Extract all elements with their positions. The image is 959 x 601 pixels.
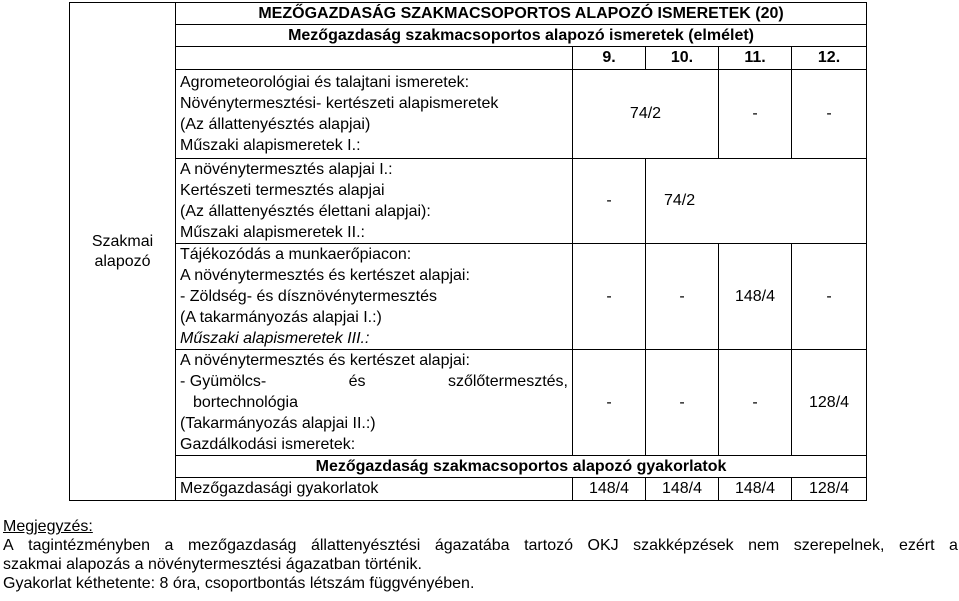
grade-header-spacer	[176, 47, 573, 70]
block3-line-5: Műszaki alapismeretek III.:	[180, 330, 370, 347]
table-title: MEZŐGAZDASÁG SZAKMACSOPORTOS ALAPOZÓ ISMERETEK (20)	[176, 3, 867, 25]
block1-line-1: Agrometeorológiai és talajtani ismeretek:	[180, 74, 470, 91]
block4-line-1: A növénytermesztés és kertészet alapjai:	[180, 352, 470, 369]
note-line-2: szakmai alapozás a növénytermesztési ágazatban történik.	[3, 556, 422, 573]
block4-value-9: -	[573, 350, 646, 456]
practice-value-12: 128/4	[792, 478, 867, 501]
curriculum-table	[69, 2, 867, 501]
block4-value-11: -	[719, 350, 792, 456]
block3-line-3: - Zöldség- és dísznövénytermesztés	[180, 288, 437, 305]
block2-line-3: (Az állattenyésztés élettani alapjai):	[180, 203, 431, 220]
block1-line-3: (Az állattenyésztés alapjai)	[180, 116, 371, 133]
practice-label: Mezőgazdasági gyakorlatok	[176, 478, 573, 501]
block4-line-3: bortechnológia	[193, 394, 298, 411]
block4-line-5: Gazdálkodási ismeretek:	[180, 436, 356, 453]
block2-value-10-12: 74/2	[646, 159, 867, 244]
block1-line-2: Növénytermesztési- kertészeti alapismeretek	[180, 95, 499, 112]
side-label-line-2: alapozó	[94, 252, 151, 270]
block2-line-1: A növénytermesztés alapjai I.:	[180, 161, 393, 178]
block1-value-9-10: 74/2	[573, 70, 719, 159]
practice-value-10: 148/4	[646, 478, 719, 501]
block3-subjects	[176, 244, 573, 350]
practice-value-9: 148/4	[573, 478, 646, 501]
block4-subjects	[176, 350, 573, 456]
block3-value-12: -	[792, 244, 867, 350]
block3-line-1: Tájékozódás a munkaerőpiacon:	[180, 246, 412, 263]
grade-10-header: 10.	[646, 47, 719, 70]
practice-value-11: 148/4	[719, 478, 792, 501]
block4-line-2: - Gyümölcs- és szőlőtermesztés,	[180, 373, 568, 390]
side-label-cell	[70, 3, 176, 501]
note-block	[3, 517, 958, 593]
block1-subjects	[176, 70, 573, 159]
block4-value-10: -	[646, 350, 719, 456]
note-line-1: A tagintézményben a mezőgazdaság állattenyésztési ágazatába tartozó OKJ szakképzések nem szerepelnek, ezért a	[3, 537, 958, 554]
grade-11-header: 11.	[719, 47, 792, 70]
note-heading: Megjegyzés:	[3, 518, 93, 535]
block3-value-10: -	[646, 244, 719, 350]
block2-line-4: Műszaki alapismeretek II.:	[180, 224, 365, 241]
block2-subjects	[176, 159, 573, 244]
table-subtitle: Mezőgazdaság szakmacsoportos alapozó ismeretek (elmélet)	[176, 25, 867, 47]
block4-value-12: 128/4	[792, 350, 867, 456]
grade-12-header: 12.	[792, 47, 867, 70]
block4-line-4: (Takarmányozás alapjai II.:)	[180, 415, 376, 432]
note-line-3: Gyakorlat kéthetente: 8 óra, csoportbontás létszám függvényében.	[3, 575, 475, 592]
block3-value-9: -	[573, 244, 646, 350]
block1-value-12: -	[792, 70, 867, 159]
block2-value-9: -	[573, 159, 646, 244]
block3-line-4: (A takarmányozás alapjai I.:)	[180, 309, 382, 326]
block1-value-11: -	[719, 70, 792, 159]
side-label-line-1: Szakmai	[91, 232, 154, 250]
block2-line-2: Kertészeti termesztés alapjai	[180, 182, 385, 199]
block1-line-4: Műszaki alapismeretek I.:	[180, 137, 361, 154]
grade-9-header: 9.	[573, 47, 646, 70]
practice-header: Mezőgazdaság szakmacsoportos alapozó gyakorlatok	[176, 456, 867, 478]
block3-line-2: A növénytermesztés és kertészet alapjai:	[180, 267, 470, 284]
block3-value-11: 148/4	[719, 244, 792, 350]
